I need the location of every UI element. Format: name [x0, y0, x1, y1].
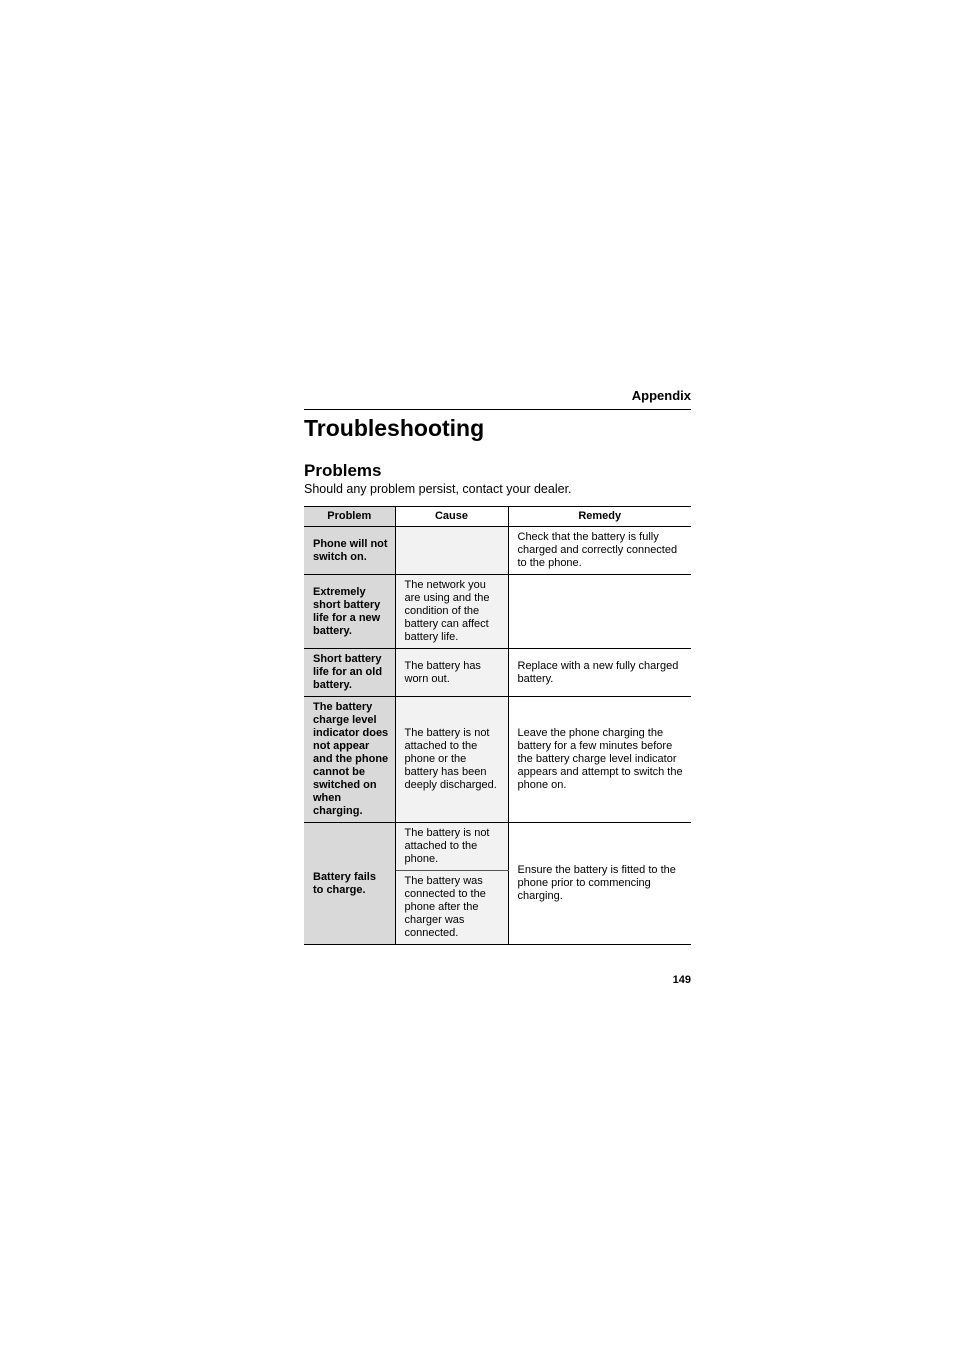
intro-text: Should any problem persist, contact your dealer.	[304, 482, 572, 496]
cause-cell: The battery has worn out.	[395, 649, 508, 697]
cause-cell: The battery is not attached to the phone.	[395, 823, 508, 871]
column-header-cause: Cause	[395, 507, 508, 527]
troubleshooting-table	[304, 506, 691, 945]
remedy-cell: Check that the battery is fully charged and correctly connected to the phone.	[508, 527, 691, 575]
table-row	[304, 527, 691, 575]
cause-cell: The battery is not attached to the phone or the battery has been deeply discharged.	[395, 697, 508, 823]
table-row	[304, 823, 691, 871]
cause-cell: The network you are using and the condition of the battery can affect battery life.	[395, 575, 508, 649]
table-header-row	[304, 507, 691, 527]
table-row	[304, 575, 691, 649]
problem-cell: The battery charge level indicator does not appear and the phone cannot be switched on when charging.	[304, 697, 395, 823]
remedy-cell: Replace with a new fully charged battery.	[508, 649, 691, 697]
section-subtitle: Problems	[304, 461, 382, 480]
remedy-cell: Ensure the battery is fitted to the phone prior to commencing charging.	[508, 823, 691, 945]
column-header-remedy: Remedy	[508, 507, 691, 527]
remedy-cell: Leave the phone charging the battery for a few minutes before the battery charge level indicator appears and attempt to switch the phone on.	[508, 697, 691, 823]
page-title: Troubleshooting	[304, 415, 485, 441]
problem-cell: Short battery life for an old battery.	[304, 649, 395, 697]
page-number: 149	[672, 974, 691, 986]
table-row	[304, 697, 691, 823]
column-header-problem: Problem	[304, 507, 395, 527]
manual-page	[304, 385, 691, 987]
problem-cell: Battery fails to charge.	[304, 823, 395, 945]
cause-cell: The battery was connected to the phone after the charger was connected.	[395, 871, 508, 945]
cause-cell	[395, 527, 508, 575]
remedy-cell	[508, 575, 691, 649]
problem-cell: Extremely short battery life for a new battery.	[304, 575, 395, 649]
problem-cell: Phone will not switch on.	[304, 527, 395, 575]
table-row	[304, 649, 691, 697]
section-header: Appendix	[304, 385, 691, 410]
